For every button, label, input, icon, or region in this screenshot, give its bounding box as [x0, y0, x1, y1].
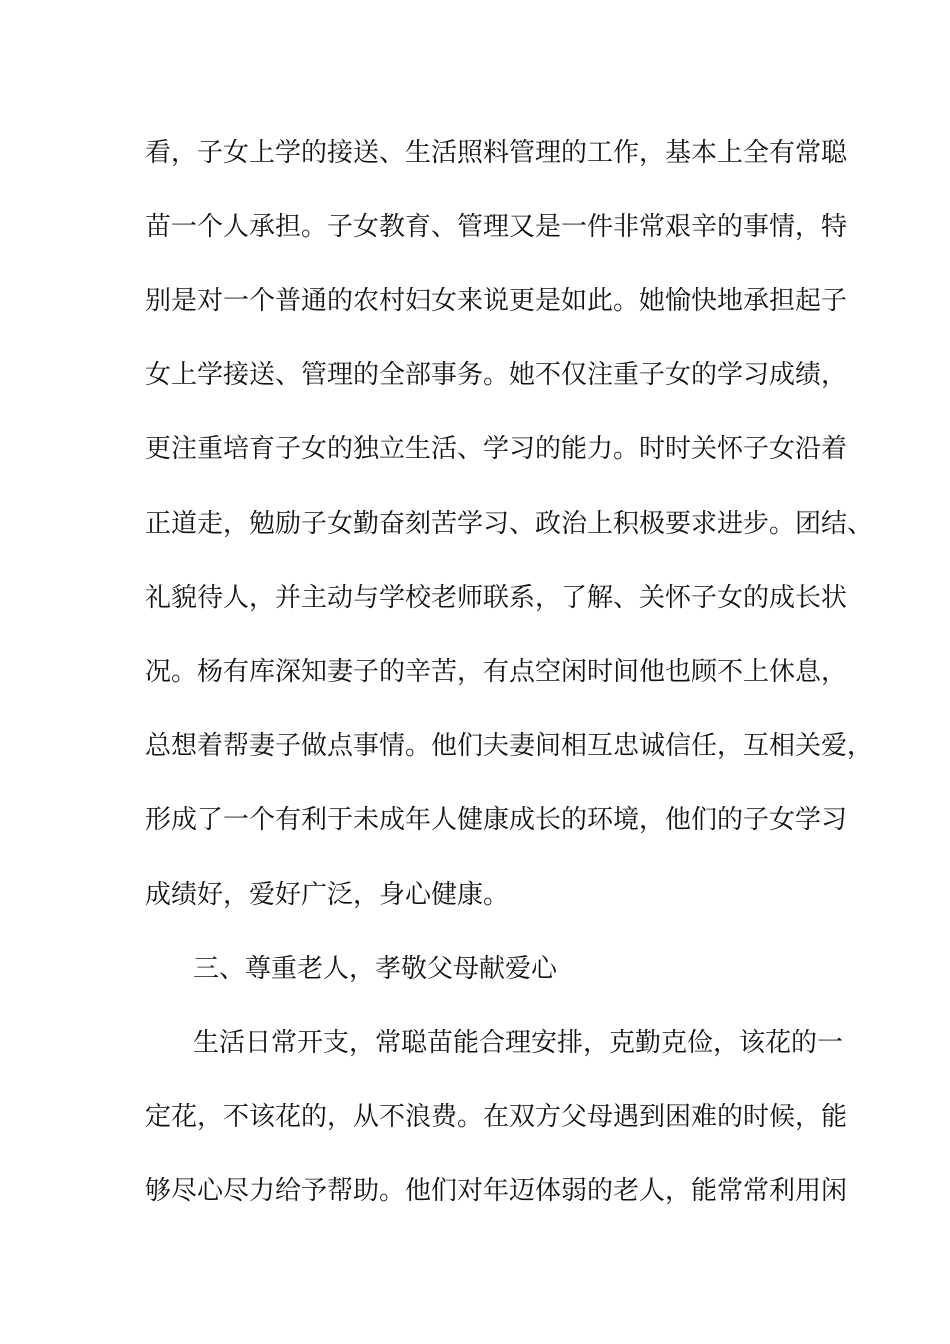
paragraph-line: 礼貌待人，并主动与学校老师联系，了解、关怀子女的成长状	[145, 583, 848, 613]
paragraph-line: 成绩好，爱好广泛，身心健康。	[145, 880, 510, 910]
paragraph-line: 定花，不该花的，从不浪费。在双方父母遇到困难的时候，能	[145, 1102, 848, 1132]
section-heading: 三、尊重老人，孝敬父母献爱心	[193, 954, 558, 984]
paragraph-line: 正道走，勉励子女勤奋刻苦学习、政治上积极要求进步。团结、	[145, 509, 874, 539]
paragraph-line: 更注重培育子女的独立生活、学习的能力。时时关怀子女沿着	[145, 434, 848, 464]
paragraph-line: 女上学接送、管理的全部事务。她不仅注重子女的学习成绩，	[145, 360, 848, 390]
paragraph-line: 苗一个人承担。子女教育、管理又是一件非常艰辛的事情，特	[145, 212, 848, 242]
paragraph-line: 况。杨有库深知妻子的辛苦，有点空闲时间他也顾不上休息，	[145, 657, 848, 687]
paragraph-line: 总想着帮妻子做点事情。他们夫妻间相互忠诚信任，互相关爱，	[145, 731, 874, 761]
paragraph-line: 别是对一个普通的农村妇女来说更是如此。她愉快地承担起子	[145, 286, 848, 316]
paragraph-line: 形成了一个有利于未成年人健康成长的环境，他们的子女学习	[145, 805, 848, 835]
paragraph-line: 生活日常开支，常聪苗能合理安排，克勤克俭，该花的一	[193, 1028, 844, 1058]
paragraph-line: 看，子女上学的接送、生活照料管理的工作，基本上全有常聪	[145, 138, 848, 168]
paragraph-line: 够尽心尽力给予帮助。他们对年迈体弱的老人，能常常利用闲	[145, 1176, 848, 1206]
